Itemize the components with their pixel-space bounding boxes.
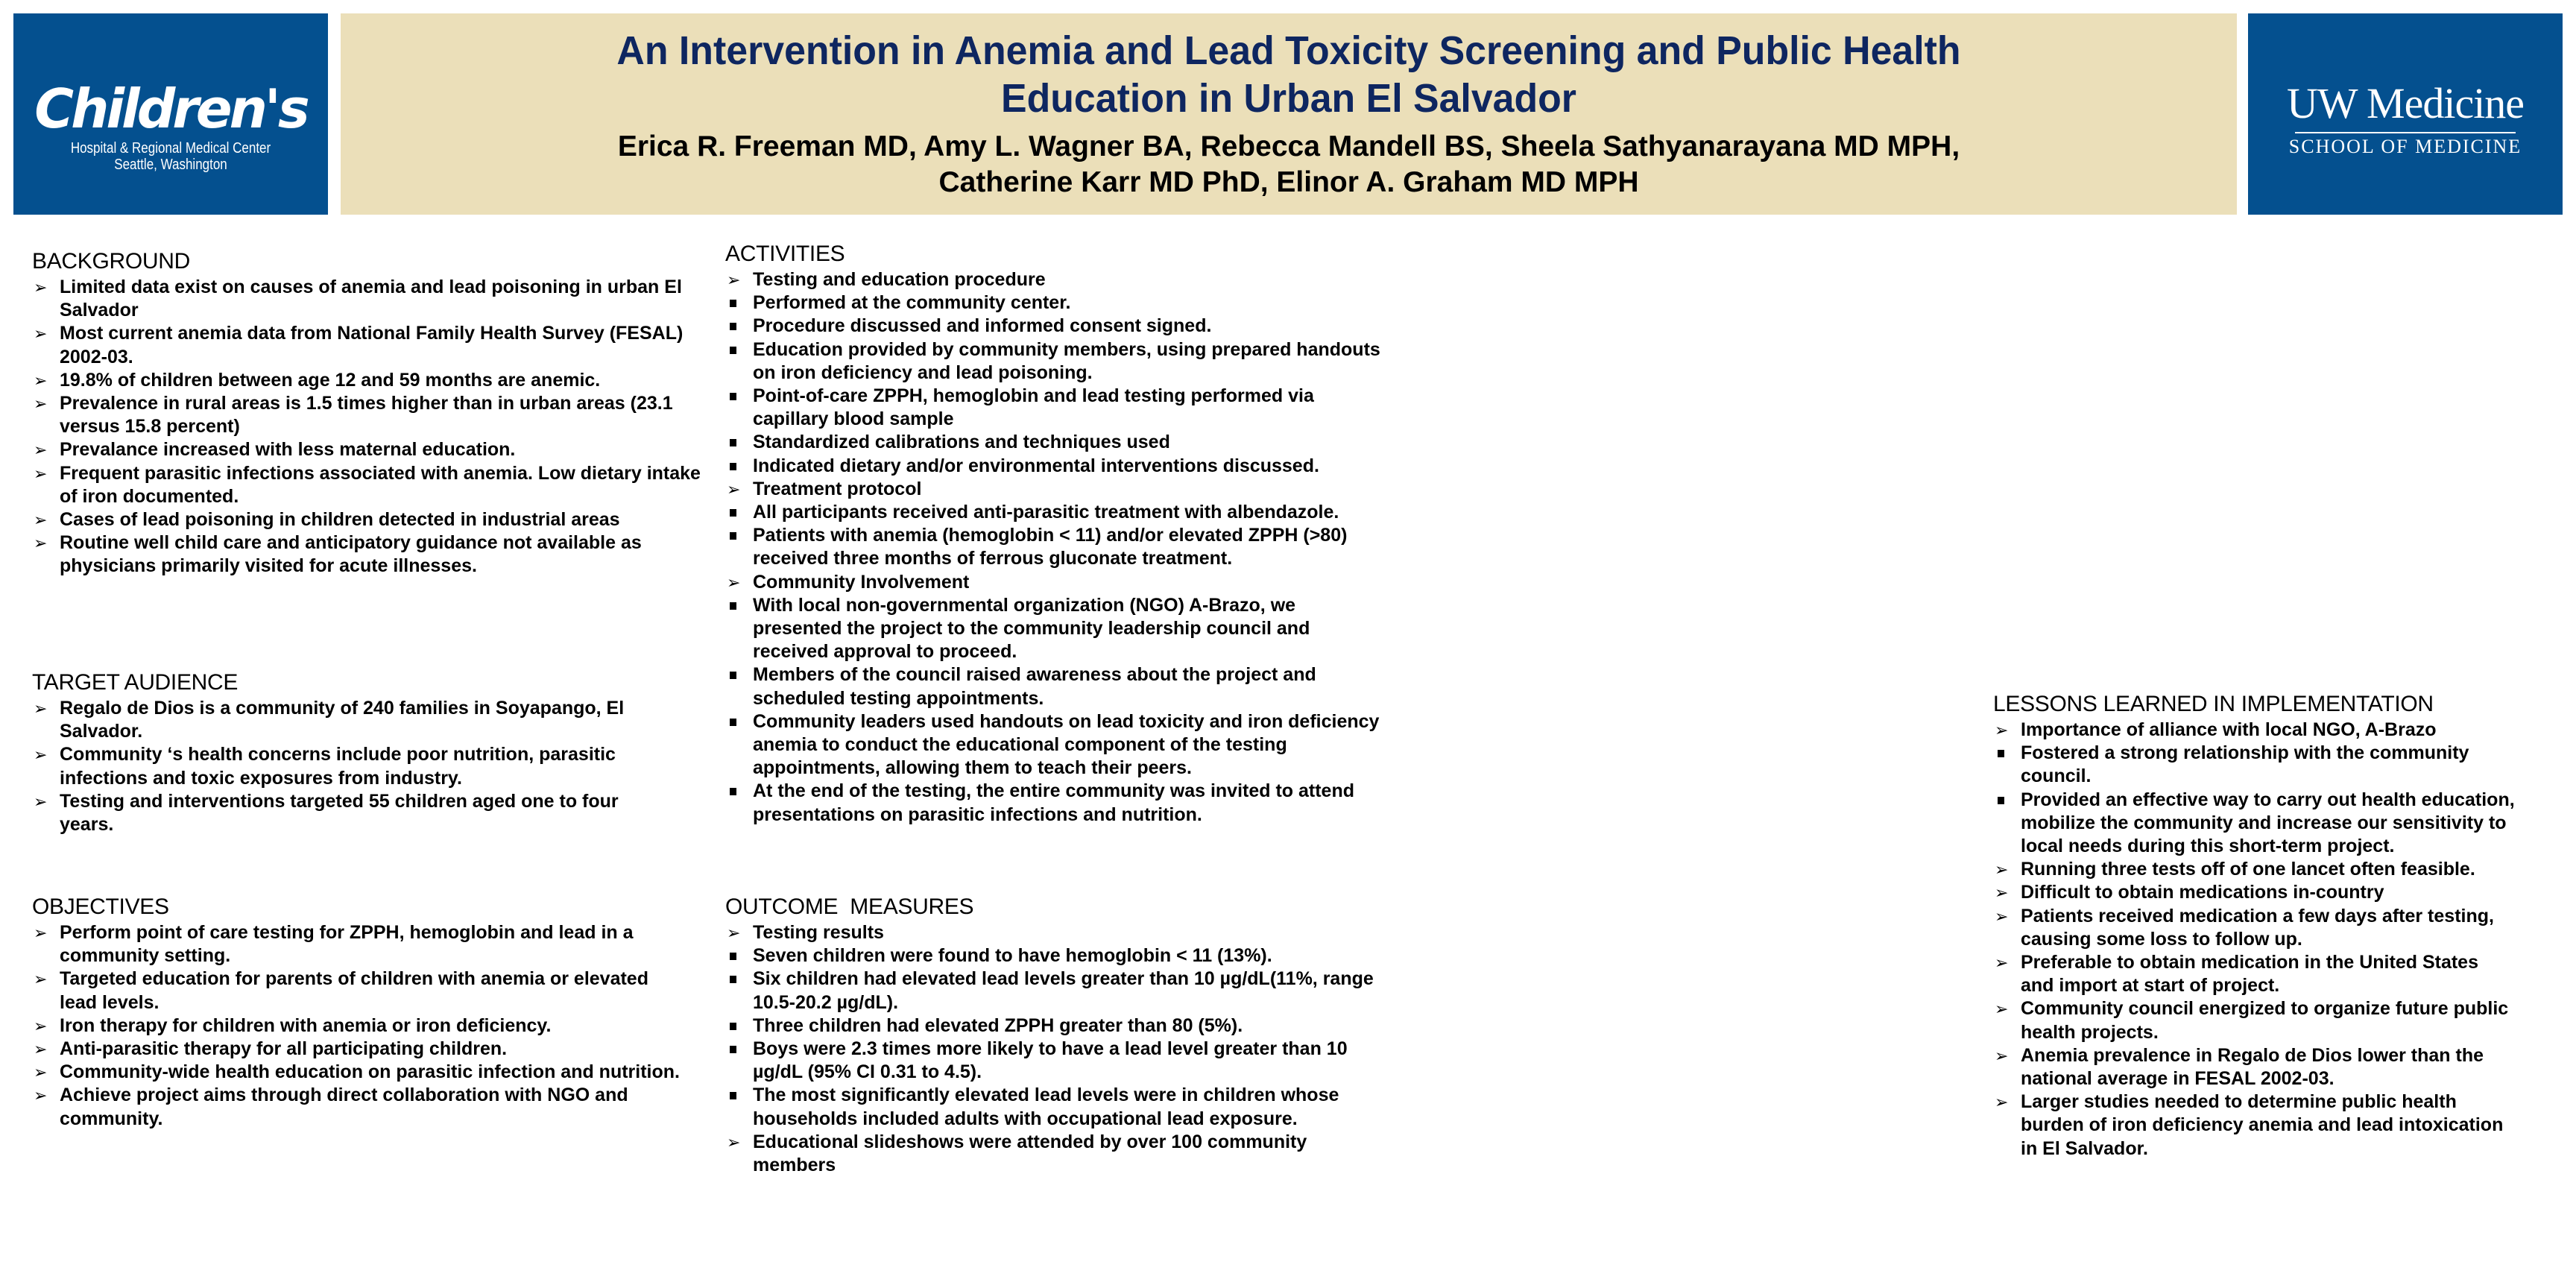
- item-text: Seven children were found to have hemoglobin < 11 (13%).: [753, 945, 1272, 967]
- item-text: Anemia prevalence in Regalo de Dios lower than the national average in FESAL 2002-03.: [2021, 1044, 2484, 1090]
- item-text: Testing and education procedure: [753, 269, 1046, 290]
- list-item: [32, 1038, 688, 1061]
- school-of-medicine-label: SCHOOL OF MEDICINE: [2288, 136, 2522, 157]
- list-item: [1993, 881, 2515, 904]
- item-text: Treatment protocol: [753, 478, 922, 499]
- list-item: [32, 1061, 688, 1084]
- sub-list-item: [725, 944, 1381, 967]
- sub-list-item: [725, 967, 1381, 1014]
- arrow-bullet-icon: ➢: [34, 441, 48, 460]
- item-text: Larger studies needed to determine public health burden of iron deficiency anemia and lead intoxication in El Salvador.: [2021, 1091, 2504, 1159]
- sub-list-item: [725, 1038, 1381, 1084]
- childrens-subtitle-line2: Seattle, Washington: [114, 157, 227, 173]
- list-item: [32, 697, 673, 743]
- arrow-bullet-icon: ➢: [34, 511, 48, 530]
- title-banner: [341, 13, 2237, 215]
- arrow-bullet-icon: ➢: [34, 464, 48, 483]
- sub-list-item: [725, 501, 1381, 524]
- square-bullet-icon: [730, 672, 736, 679]
- arrow-bullet-icon: ➢: [34, 278, 48, 297]
- item-text: Community-wide health education on parasitic infection and nutrition.: [60, 1061, 680, 1083]
- poster-title-line1: An Intervention in Anemia and Lead Toxicity Screening and Public Health: [616, 28, 1961, 73]
- item-text: Anti-parasitic therapy for all participating children.: [60, 1038, 508, 1060]
- item-text: Three children had elevated ZPPH greater than 80 (5%).: [753, 1014, 1243, 1036]
- logo-divider-rule: [2295, 132, 2516, 133]
- list-item: [32, 743, 673, 789]
- arrow-bullet-icon: ➢: [34, 370, 48, 390]
- item-text: Regalo de Dios is a community of 240 families in Soyapango, El Salvador.: [60, 698, 625, 742]
- sub-list-item: [1993, 905, 2515, 951]
- item-text: Difficult to obtain medications in-country: [2021, 882, 2384, 903]
- item-text: Point-of-care ZPPH, hemoglobin and lead testing performed via capillary blood sample: [753, 385, 1314, 430]
- sub-list-item: [32, 369, 703, 392]
- item-text: Community ‘s health concerns include poor nutrition, parasitic infections and toxic exposures from industry.: [60, 744, 616, 789]
- item-text: Indicated dietary and/or environmental interventions discussed.: [753, 455, 1319, 476]
- list-item: [1993, 1090, 2515, 1161]
- sub-list-item: [1993, 742, 2515, 788]
- section-objectives: [32, 894, 688, 1131]
- list-item: [1993, 858, 2515, 881]
- arrow-bullet-icon: ➢: [34, 699, 48, 718]
- square-bullet-icon: [730, 439, 736, 446]
- arrow-bullet-icon: ➢: [1995, 1093, 2009, 1112]
- arrow-bullet-icon: ➢: [34, 1016, 48, 1035]
- arrow-bullet-icon: ➢: [727, 479, 741, 499]
- list-item: [32, 462, 703, 508]
- sub-list-item: [32, 392, 703, 438]
- square-bullet-icon: [730, 300, 736, 307]
- authors-line2: Catherine Karr MD PhD, Elinor A. Graham MD MPH: [938, 166, 1639, 198]
- item-text: Limited data exist on causes of anemia and lead poisoning in urban El Salvador: [60, 277, 682, 321]
- item-text: Procedure discussed and informed consent signed.: [753, 315, 1212, 337]
- list-item: [32, 531, 703, 578]
- arrow-bullet-icon: ➢: [727, 572, 741, 592]
- item-text: Standardized calibrations and techniques used: [753, 432, 1170, 453]
- arrow-bullet-icon: ➢: [1995, 721, 2009, 739]
- item-text: Running three tests off of one lancet often feasible.: [2021, 859, 2475, 880]
- item-text: Prevalance increased with less maternal education.: [60, 439, 516, 461]
- arrow-bullet-icon: ➢: [1995, 860, 2009, 880]
- authors-line1: Erica R. Freeman MD, Amy L. Wagner BA, Rebecca Mandell BS, Sheela Sathyanarayana MD MPH,: [617, 130, 1960, 162]
- section-title: OUTCOME MEASURES: [725, 894, 974, 919]
- item-text: Testing and interventions targeted 55 children aged one to four years.: [60, 790, 619, 836]
- arrow-bullet-icon: ➢: [34, 534, 48, 553]
- arrow-bullet-icon: ➢: [34, 970, 48, 989]
- sub-list-item: [725, 385, 1381, 431]
- section-activities: [725, 242, 1381, 827]
- square-bullet-icon: [730, 347, 736, 354]
- list-item: [725, 478, 1381, 501]
- item-text: Preferable to obtain medication in the United States and import at start of project.: [2021, 952, 2478, 997]
- sub-list-item: [725, 338, 1381, 385]
- section-title: LESSONS LEARNED IN IMPLEMENTATION: [1993, 692, 2434, 716]
- square-bullet-icon: [730, 1046, 736, 1053]
- list-item: [32, 1084, 688, 1130]
- list-item: [1993, 997, 2515, 1044]
- list-item: [1993, 719, 2515, 742]
- item-text: Iron therapy for children with anemia or iron deficiency.: [60, 1014, 552, 1036]
- item-text: Community council energized to organize future public health projects.: [2021, 998, 2509, 1043]
- item-text: Frequent parasitic infections associated with anemia. Low dietary intake of iron documented.: [60, 462, 701, 507]
- sub-list-item: [32, 438, 703, 461]
- square-bullet-icon: [730, 393, 736, 400]
- square-bullet-icon: [730, 509, 736, 517]
- item-text: Members of the council raised awareness about the project and scheduled testing appointments.: [753, 664, 1316, 709]
- item-text: Routine well child care and anticipatory guidance not available as physicians primarily visited for acute illnesses.: [60, 532, 642, 577]
- item-text: Perform point of care testing for ZPPH, hemoglobin and lead in a community setting.: [60, 922, 634, 967]
- arrow-bullet-icon: ➢: [1995, 883, 2009, 903]
- sub-list-item: [1993, 951, 2515, 997]
- sub-list-item: [725, 594, 1381, 664]
- square-bullet-icon: [730, 323, 736, 330]
- list-item: [32, 276, 703, 322]
- list-item: [32, 967, 688, 1014]
- sub-list-item: [725, 315, 1381, 338]
- item-text: Cases of lead poisoning in children detected in industrial areas: [60, 509, 620, 531]
- sub-list-item: [725, 780, 1381, 826]
- list-item: [725, 268, 1381, 291]
- item-text: 19.8% of children between age 12 and 59 months are anemic.: [60, 369, 601, 391]
- item-text: Performed at the community center.: [753, 292, 1071, 314]
- arrow-bullet-icon: ➢: [34, 1063, 48, 1082]
- arrow-bullet-icon: ➢: [727, 924, 741, 942]
- list-item: [32, 921, 688, 967]
- arrow-bullet-icon: ➢: [727, 1132, 741, 1152]
- item-text: Patients with anemia (hemoglobin < 11) and/or elevated ZPPH (>80) received three months of ferrous gluconate treatment.: [753, 525, 1348, 569]
- sub-list-item: [725, 1084, 1381, 1130]
- arrow-bullet-icon: ➢: [1995, 906, 2009, 926]
- sub-list-item: [725, 431, 1381, 454]
- item-text: Fostered a strong relationship with the community council.: [2021, 742, 2469, 787]
- item-text: Provided an effective way to carry out health education, mobilize the community and increase our sensitivity to local needs during this short-term project.: [2021, 789, 2515, 857]
- item-text: Most current anemia data from National Family Health Survey (FESAL) 2002-03.: [60, 323, 684, 367]
- square-bullet-icon: [730, 463, 736, 470]
- square-bullet-icon: [730, 976, 736, 983]
- arrow-bullet-icon: ➢: [34, 924, 48, 942]
- childrens-subtitle-line1: Hospital & Regional Medical Center: [70, 140, 271, 157]
- arrow-bullet-icon: ➢: [727, 271, 741, 289]
- item-text: Patients received medication a few days after testing, causing some loss to follow up.: [2021, 905, 2494, 950]
- section-target-audience: [32, 670, 673, 836]
- arrow-bullet-icon: ➢: [34, 394, 48, 414]
- list-item: [725, 921, 1381, 944]
- square-bullet-icon: [1998, 750, 2004, 757]
- item-text: Educational slideshows were attended by over 100 community members: [753, 1131, 1307, 1176]
- item-text: Importance of alliance with local NGO, A-Brazo: [2021, 719, 2437, 740]
- item-text: Targeted education for parents of children with anemia or elevated lead levels.: [60, 968, 648, 1013]
- list-item: [32, 790, 673, 836]
- sub-list-item: [725, 524, 1381, 570]
- sub-list-item: [725, 1014, 1381, 1038]
- square-bullet-icon: [730, 1023, 736, 1030]
- section-title: ACTIVITIES: [725, 242, 845, 266]
- item-text: Prevalence in rural areas is 1.5 times higher than in urban areas (23.1 versus 15.8 percent): [60, 393, 673, 438]
- arrow-bullet-icon: ➢: [34, 792, 48, 811]
- arrow-bullet-icon: ➢: [34, 745, 48, 765]
- sub-list-item: [725, 663, 1381, 710]
- uw-medicine-logo: [2248, 13, 2563, 215]
- childrens-wordmark: Children's: [34, 78, 307, 140]
- sub-list-item: [1993, 789, 2515, 859]
- item-text: Community leaders used handouts on lead toxicity and iron deficiency anemia to conduct the educational component of the testing appointments, allowing them to teach their peers.: [753, 710, 1380, 779]
- item-text: Boys were 2.3 times more likely to have a lead level greater than 10 µg/dL (95% CI 0.31 to 4.5).: [753, 1038, 1348, 1083]
- square-bullet-icon: [730, 1092, 736, 1099]
- square-bullet-icon: [730, 788, 736, 795]
- item-text: Six children had elevated lead levels greater than 10 µg/dL(11%, range 10.5-20.2 µg/dL).: [753, 968, 1374, 1013]
- square-bullet-icon: [730, 532, 736, 540]
- sub-list-item: [725, 291, 1381, 315]
- section-title: OBJECTIVES: [32, 894, 169, 919]
- section-lessons-learned: [1993, 692, 2515, 1161]
- square-bullet-icon: [1998, 797, 2004, 804]
- section-title: BACKGROUND: [32, 249, 191, 274]
- list-item: [32, 1014, 688, 1038]
- arrow-bullet-icon: ➢: [34, 1040, 48, 1059]
- square-bullet-icon: [730, 719, 736, 726]
- uw-medicine-wordmark: UW Medicine: [2286, 79, 2525, 127]
- arrow-bullet-icon: ➢: [1995, 1000, 2009, 1019]
- section-outcome-measures: [725, 894, 1381, 1177]
- section-title: TARGET AUDIENCE: [32, 670, 239, 695]
- item-text: At the end of the testing, the entire community was invited to attend presentations on parasitic infections and nutrition.: [753, 780, 1355, 825]
- item-text: The most significantly elevated lead levels were in children whose households included adults with occupational lead exposure.: [753, 1085, 1339, 1129]
- list-item: [1993, 1044, 2515, 1090]
- childrens-hospital-logo: [13, 13, 328, 215]
- section-background: [32, 249, 703, 578]
- arrow-bullet-icon: ➢: [1995, 1046, 2009, 1065]
- arrow-bullet-icon: ➢: [1995, 953, 2009, 973]
- item-text: Testing results: [753, 922, 884, 943]
- item-text: Community Involvement: [753, 571, 970, 593]
- item-text: Achieve project aims through direct collaboration with NGO and community.: [60, 1085, 628, 1129]
- item-text: Education provided by community members, using prepared handouts on iron deficiency and lead poisoning.: [753, 338, 1380, 383]
- list-item: [32, 322, 703, 368]
- list-item: [725, 571, 1381, 594]
- sub-list-item: [725, 710, 1381, 780]
- item-text: All participants received anti-parasitic treatment with albendazole.: [753, 502, 1339, 523]
- square-bullet-icon: [730, 602, 736, 610]
- list-item: [725, 1131, 1381, 1177]
- square-bullet-icon: [730, 953, 736, 960]
- arrow-bullet-icon: ➢: [34, 1086, 48, 1105]
- sub-list-item: [725, 455, 1381, 478]
- item-text: With local non-governmental organization (NGO) A-Brazo, we presented the project to the community leadership council and received approval to proceed.: [753, 594, 1310, 663]
- list-item: [32, 508, 703, 531]
- arrow-bullet-icon: ➢: [34, 324, 48, 344]
- poster-title-line2: Education in Urban El Salvador: [1001, 76, 1576, 121]
